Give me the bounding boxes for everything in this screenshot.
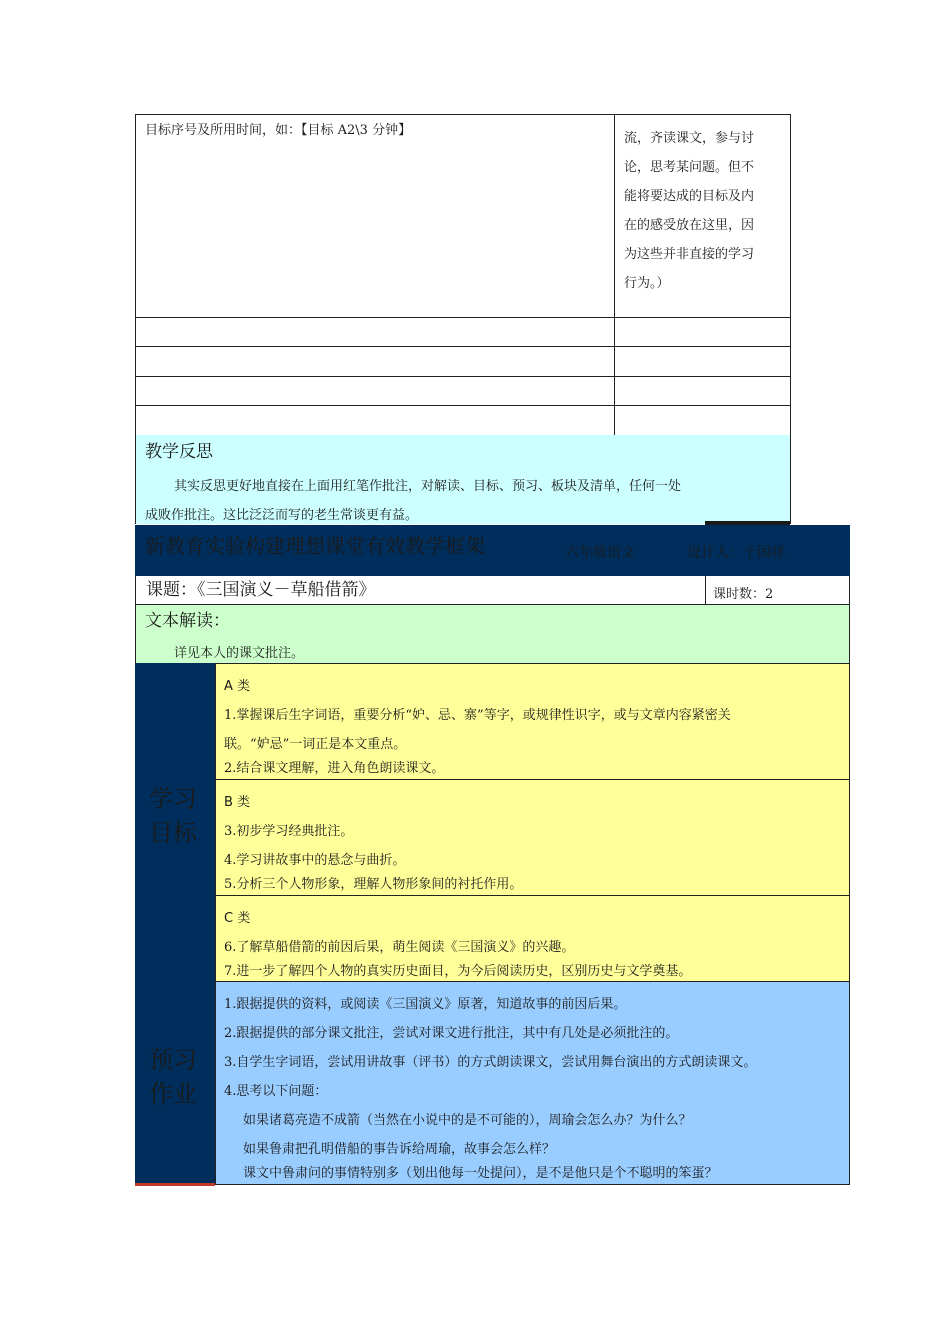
goal-time-hint: 目标序号及所用时间，如：【目标 A2\3 分钟】 xyxy=(145,123,412,138)
prep-item: 3.自学生字词语，尝试用讲故事（评书）的方式朗读课文，尝试用舞台演出的方式朗读课文。 xyxy=(224,1055,757,1070)
framework-title: 新教育实验构建理想课堂有效教学框架 xyxy=(145,534,485,558)
grade-label: 六年级语文 xyxy=(565,545,635,561)
text-reading-title: 文本解读： xyxy=(145,611,230,631)
right-note-line: 流，齐读课文，参与讨 xyxy=(624,131,755,146)
lesson-title-divider xyxy=(705,576,706,605)
text-reading-body: 详见本人的课文批注。 xyxy=(174,646,305,661)
goals-group-a xyxy=(215,663,850,779)
prep-red-mark xyxy=(135,1183,215,1186)
right-note-line: 行为。） xyxy=(624,276,670,291)
prep-question: 如果鲁肃把孔明借船的事告诉给周瑜，故事会怎么样？ xyxy=(243,1142,556,1157)
lesson-title-row xyxy=(135,576,850,605)
goals-group-b xyxy=(215,779,850,895)
goals-group-c xyxy=(215,895,850,981)
prep-label: 预习 xyxy=(149,1046,197,1074)
right-note-line: 为这些并非直接的学习 xyxy=(624,247,755,262)
prep-item: 4.思考以下问题： xyxy=(224,1084,328,1099)
group-label: A 类 xyxy=(224,679,251,694)
right-note-line: 能将要达成的目标及内 xyxy=(624,189,755,204)
goals-label-cell xyxy=(135,663,215,981)
right-note-line: 论，思考某问题。但不 xyxy=(624,160,755,175)
reflection-line: 成败作批注。这比泛泛而写的老生常谈更有益。 xyxy=(145,508,419,523)
text-reading-section xyxy=(135,605,850,663)
prep-question: 课文中鲁肃问的事情特别多（划出他每一处提问），是不是他只是个不聪明的笨蛋？ xyxy=(243,1166,718,1181)
designer-label: 设计人：于国祥 xyxy=(687,545,785,561)
prep-item: 1.跟据提供的资料，或阅读《三国演义》原著，知道故事的前因后果。 xyxy=(224,997,627,1012)
goal-item: 3.初步学习经典批注。 xyxy=(224,824,354,839)
prep-question: 如果诸葛亮造不成箭（当然在小说中的是不可能的），周瑜会怎么办？为什么？ xyxy=(243,1113,692,1128)
prep-item: 2.跟据提供的部分课文批注，尝试对课文进行批注，其中有几处是必须批注的。 xyxy=(224,1026,679,1041)
goal-item: 2.结合课文理解，进入角色朗读课文。 xyxy=(224,761,445,776)
reflection-title: 教学反思 xyxy=(145,442,213,462)
prep-label: 作业 xyxy=(149,1080,197,1108)
goal-item: 联。“妒忌”一词正是本文重点。 xyxy=(224,737,407,752)
group-label: B 类 xyxy=(224,795,251,810)
right-note-line: 在的感受放在这里，因 xyxy=(624,218,755,233)
goal-item: 5.分析三个人物形象，理解人物形象间的衬托作用。 xyxy=(224,877,523,892)
lesson-title: 课题：《三国演义－草船借箭》 xyxy=(146,580,376,600)
goals-label: 学习 xyxy=(149,785,197,813)
goal-item: 1.掌握课后生字词语，重要分析“妒、忌、寨”等字，或规律性识字，或与文章内容紧密关 xyxy=(224,708,731,723)
group-label: C 类 xyxy=(224,911,251,926)
goal-item: 7.进一步了解四个人物的真实历史面目，为今后阅读历史，区别历史与文学奠基。 xyxy=(224,964,692,979)
class-hours: 课时数：2 xyxy=(713,587,774,602)
prep-homework-section xyxy=(215,981,850,1185)
framework-header xyxy=(135,525,850,576)
goal-item: 4.学习讲故事中的悬念与曲折。 xyxy=(224,853,406,868)
goals-label: 目标 xyxy=(149,819,197,847)
goal-item: 6.了解草船借箭的前因后果，萌生阅读《三国演义》的兴趣。 xyxy=(224,940,575,955)
reflection-line: 其实反思更好地直接在上面用红笔作批注，对解读、目标、预习、板块及清单，任何一处 xyxy=(174,479,682,494)
prep-label-cell xyxy=(135,981,215,1185)
reflection-section xyxy=(135,435,791,524)
